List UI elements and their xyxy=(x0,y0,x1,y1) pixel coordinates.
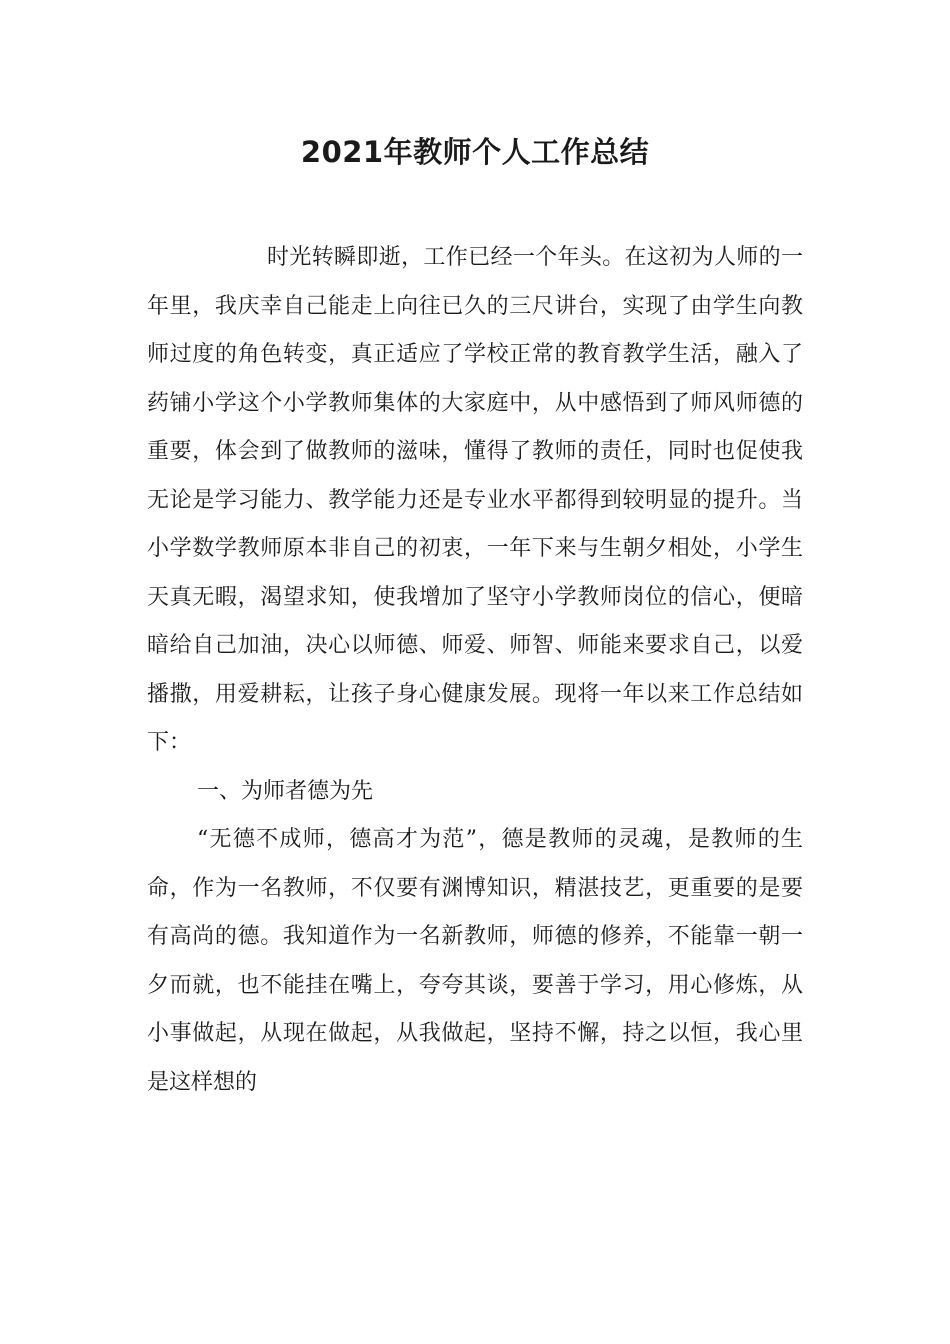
intro-paragraph: 时光转瞬即逝，工作已经一个年头。在这初为人师的一年里，我庆幸自己能走上向往已久的三尺讲台，实现了由学生向教师过度的角色转变，真正适应了学校正常的教育教学生活，融入了药铺小学这个小学教师集体的大家庭中，从中感悟到了师风师德的重要，体会到了做教师的滋味，懂得了教师的责任，同时也促使我无论是学习能力、教学能力还是专业水平都得到较明显的提升。当小学数学教师原本非自己的初衷，一年下来与生朝夕相处，小学生天真无暇，渴望求知，使我增加了坚守小学教师岗位的信心，便暗暗给自己加油，决心以师德、师爱、师智、师能来要求自己，以爱播撒，用爱耕耘，让孩子身心健康发展。现将一年以来工作总结如下： xyxy=(147,245,803,755)
document-body xyxy=(147,234,803,1107)
section-paragraph: “无德不成师，德高才为范”，德是教师的灵魂，是教师的生命，作为一名教师，不仅要有渊博知识，精湛技艺，更重要的是要有高尚的德。我知道作为一名新教师，师德的修养，不能靠一朝一夕而就，也不能挂在嘴上，夸夸其谈，要善于学习，用心修炼，从小事做起，从现在做起，从我做起，坚持不懈，持之以恒，我心里是这样想的 xyxy=(147,827,803,1095)
section-heading: 一、为师者德为先 xyxy=(197,778,374,804)
document-title: 2021年教师个人工作总结 xyxy=(300,135,650,169)
